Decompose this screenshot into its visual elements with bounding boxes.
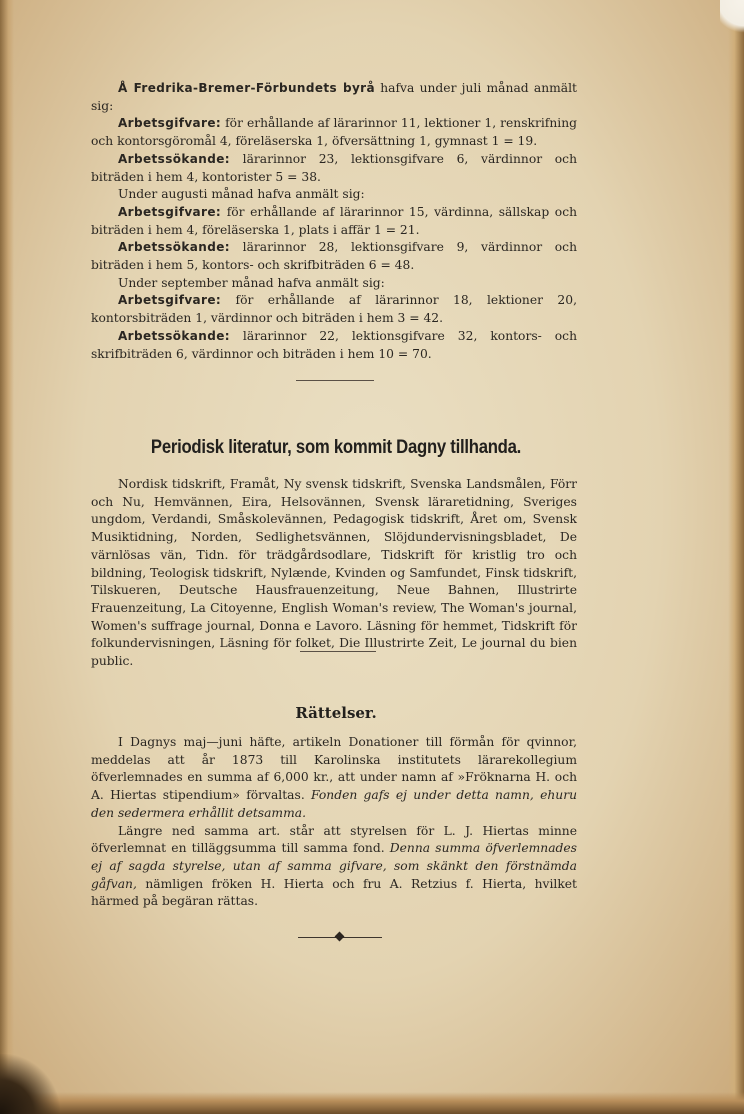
- september-seekers-text: lärarinnor 22, lektionsgifvare 32, kontors- och skrifbiträden 6, värdinnor och biträden i hem 10 = 70.: [91, 328, 577, 361]
- correction-2-tail: nämligen fröken H. Hierta och fru A. Retzius f. Hierta, hvilket härmed på begäran rättas.: [91, 876, 577, 909]
- page-edge-left: [0, 0, 14, 1114]
- bureau-lead: [91, 80, 577, 115]
- correction-2-italic: Denna summa öfverlemnades ej af sagda styrelse, utan af samma gifvare, som skänkt den förstnämda gåfvan,: [91, 841, 577, 891]
- september-seekers-label: Arbetssökande:: [118, 328, 230, 343]
- bureau-lead-bold: Å Fredrika-Bremer-Förbundets byrå: [118, 81, 376, 95]
- august-seekers: [91, 239, 577, 274]
- correction-1: [91, 734, 577, 823]
- august-employers-label: Arbetsgifvare:: [118, 204, 222, 219]
- august-employers-text: för erhållande af lärarinnor 15, värdinna, sällskap och biträden i hem 4, föreläserska 1, plats i affär 1 = 21.: [91, 204, 577, 237]
- july-seekers-label: Arbetssökande:: [118, 151, 230, 166]
- periodicals-heading: Periodisk literatur, som kommit Dagny tillhanda.: [150, 437, 522, 458]
- july-seekers-text: lärarinnor 23, lektionsgifvare 6, värdinnor och biträden i hem 4, kontorister 5 = 38.: [91, 151, 577, 184]
- august-seekers-label: Arbetssökande:: [118, 240, 230, 255]
- correction-2-text: Längre ned samma art. står att styrelsen för L. J. Hiertas minne öfverlemnat en tilläggsumma till samma fond.: [91, 823, 577, 856]
- september-employers-label: Arbetsgifvare:: [118, 293, 222, 308]
- section-divider-1: [296, 380, 374, 381]
- september-employers-text: för erhållande af lärarinnor 18, lektioner 20, kontorsbiträden 1, värdinnor och biträden i hem 3 = 42.: [91, 293, 577, 326]
- correction-2: [91, 823, 577, 912]
- end-ornament-diamond: [335, 932, 345, 942]
- bureau-report: [91, 80, 577, 363]
- august-intro: Under augusti månad hafva anmält sig:: [118, 187, 365, 202]
- july-employers-label: Arbetsgifvare:: [118, 116, 222, 131]
- page-edge-bottom: [0, 1092, 744, 1114]
- september-intro: Under september månad hafva anmält sig:: [118, 275, 385, 290]
- page-tear: [720, 0, 744, 40]
- corrections-heading: Rättelser.: [295, 704, 377, 722]
- corrections-body: [91, 734, 577, 911]
- bureau-lead-text: hafva under juli månad anmält sig:: [91, 81, 577, 113]
- september-seekers: [91, 328, 577, 363]
- august-employers: [91, 204, 577, 239]
- section-divider-2: [300, 651, 376, 652]
- periodicals-body: Nordisk tidskrift, Framåt, Ny svensk tidskrift, Svenska Landsmålen, Förr och Nu, Hemvännen, Eira, Helsovännen, Svensk läraretidning, Sveriges ungdom, Verdandi, Småskolevännen, Pedagogisk tidskrift, Året om, Svensk Musiktidning, Norden, Sedlighetsvännen, Slöjdundervisningsbladet, De värnlösas vän, Tidn. för trädgårdsodlare, Tidskrift för kristlig tro och bildning, Teologisk tidskrift, Nylænde, Kvinden og Samfundet, Finsk tidskrift, Tilskueren, Deutsche Hausfrauenzeitung, Neue Bahnen, Illustrirte Frauenzeitung, La Citoyenne, English Woman's review, The Woman's journal, Women's suffrage journal, Donna e Lavoro. Läsning för hemmet, Tidskrift för folkundervisningen, Läsning för folket, Die Illustrirte Zeit, Le journal du bien public.: [91, 477, 577, 669]
- correction-1-italic: Fonden gafs ej under detta namn, ehuru den sedermera erhållit detsamma.: [91, 788, 577, 820]
- july-employers-text: för erhållande af lärarinnor 11, lektioner 1, renskrifning och kontorsgöromål 4, föreläserska 1, öfversättning 1, gymnast 1 = 19.: [91, 116, 577, 149]
- end-ornament: [298, 932, 382, 942]
- periodicals-list: [91, 476, 577, 671]
- page-corner-shadow: [0, 1054, 60, 1114]
- page-edge-right: [728, 0, 744, 1114]
- july-employers: [91, 115, 577, 150]
- september-employers: [91, 292, 577, 327]
- july-seekers: [91, 151, 577, 186]
- correction-1-text: I Dagnys maj—juni häfte, artikeln Donationer till förmån för qvinnor, meddelas att år 1873 till Karolinska institutets lärarekollegium öfverlemnades en summa af 6,000 kr., att under namn af »Fröknarna H. och A. Hiertas stipendium» förvaltas.: [91, 735, 577, 803]
- august-seekers-text: lärarinnor 28, lektionsgifvare 9, värdinnor och biträden i hem 5, kontors- och skrifbiträden 6 = 48.: [91, 240, 577, 273]
